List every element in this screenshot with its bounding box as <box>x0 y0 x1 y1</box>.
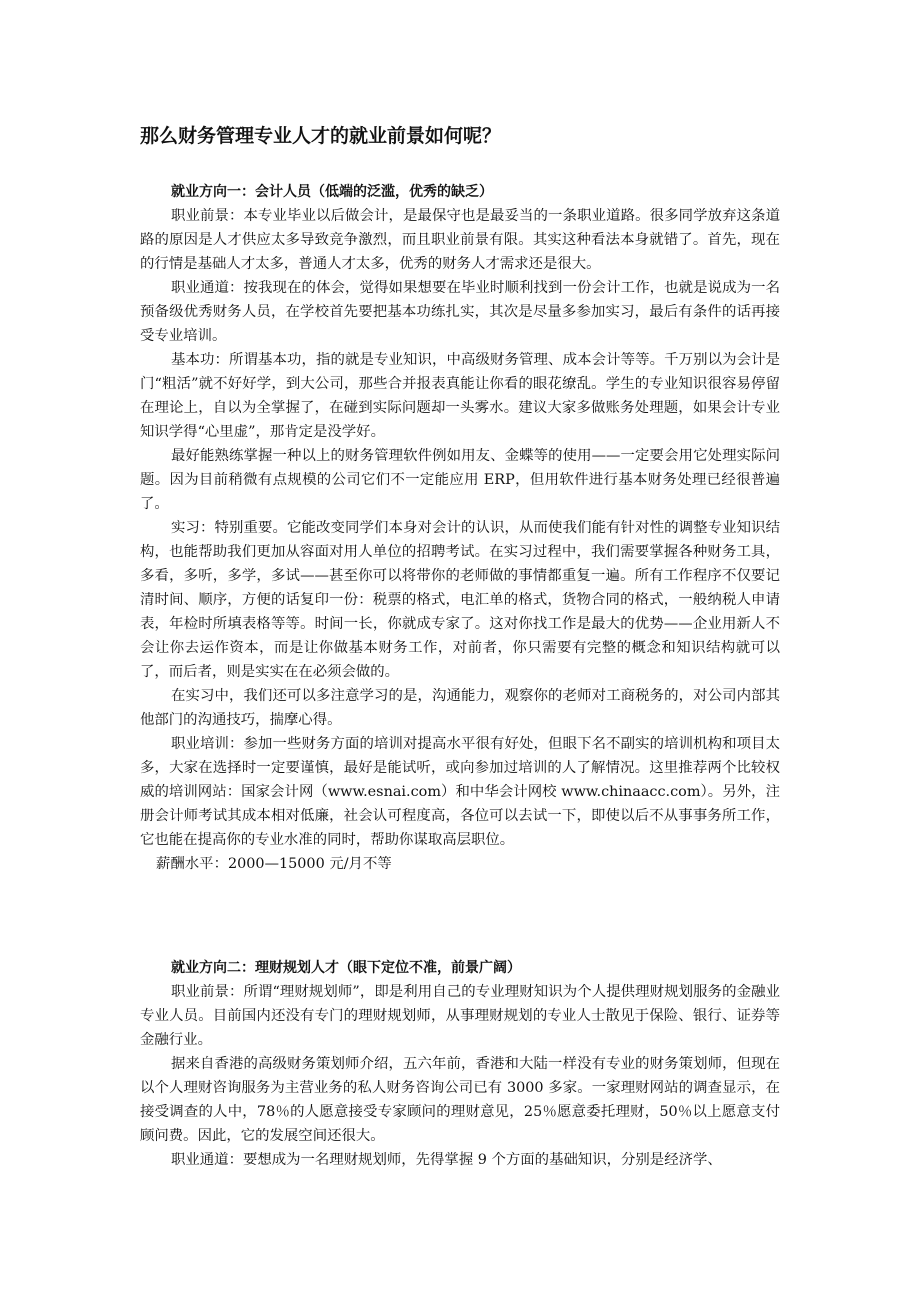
paragraph-career-prospect: 职业前景：所谓“理财规划师”，即是利用自己的专业理财知识为个人提供理财规划服务的金融业专业人员。目前国内还没有专门的理财规划师，从事理财规划的专业人士散见于保险、银行、证券等金融行业。 <box>140 984 780 1048</box>
paragraph-internship: 实习：特别重要。它能改变同学们本身对会计的认识，从而使我们能有针对性的调整专业知识结构，也能帮助我们更加从容面对用人单位的招聘考试。在实习过程中，我们需要掌握各种财务工具，多看，多听，多学，多试——甚至你可以将带你的老师做的事情都重复一遍。所有工作程序不仅要记清时间、顺序，方便的话复印一份：税票的格式，电汇单的格式，货物合同的格式，一般纳税人申请表，年检时所填表格等等。时间一长，你就成专家了。这对你找工作是最大的优势——企业用新人不会让你去运作资本，而是让你做基本财务工作，对前者，你只需要有完整的概念和知识结构就可以了，而后者，则是实实在在必须会做的。 <box>140 520 780 680</box>
paragraph-communication: 在实习中，我们还可以多注意学习的是，沟通能力，观察你的老师对工商税务的，对公司内部其他部门的沟通技巧，揣摩心得。 <box>140 688 780 728</box>
paragraph-training: 职业培训：参加一些财务方面的培训对提高水平很有好处，但眼下名不副实的培训机构和项目太多，大家在选择时一定要谨慎，最好是能试听，或向参加过培训的人了解情况。这里推荐两个比较权威的培训网站：国家会计网（www.esnai.com）和中华会计网校 www.chinaacc.com）。另外，注册会计师考试其成本相对低廉，社会认可程度高，各位可以去试一下，即使以后不从事事务所工作，它也能在提高你的专业水准的同时，帮助你谋取高层职位。 <box>140 736 780 848</box>
section-heading: 就业方向二：理财规划人才（眼下定位不准，前景广阔） <box>171 960 521 976</box>
section-accountant <box>140 180 780 876</box>
paragraph-career-path: 职业通道：按我现在的体会，觉得如果想要在毕业时顺利找到一份会计工作，也就是说成为一名预备级优秀财务人员，在学校首先要把基本功练扎实，其次是尽量多参加实习，最后有条件的话再接受专业培训。 <box>140 280 780 344</box>
salary-line: 薪酬水平：2000—15000 元/月不等 <box>156 856 392 872</box>
paragraph-hongkong-market: 据来自香港的高级财务策划师介绍，五六年前，香港和大陆一样没有专业的财务策划师，但现在以个人理财咨询服务为主营业务的私人财务咨询公司已有 3000 多家。一家理财网站的调查显示，在接受调查的人中，78％的人愿意接受专家顾问的理财意见，25％愿意委托理财，50％以上愿意支付顾问费。因此，它的发展空间还很大。 <box>140 1056 780 1144</box>
document-title: 那么财务管理专业人才的就业前景如何呢？ <box>140 125 502 147</box>
paragraph-career-path: 职业通道：要想成为一名理财规划师，先得掌握 9 个方面的基础知识，分别是经济学、 <box>171 1152 722 1168</box>
section-financial-planner <box>140 956 780 1172</box>
paragraph-career-prospect: 职业前景：本专业毕业以后做会计，是最保守也是最妥当的一条职业道路。很多同学放弃这条道路的原因是人才供应太多导致竞争激烈，而且职业前景有限。其实这种看法本身就错了。首先，现在的行情是基础人才太多，普通人才太多，优秀的财务人才需求还是很大。 <box>140 208 780 272</box>
section-heading: 就业方向一：会计人员（低端的泛滥，优秀的缺乏） <box>171 184 493 200</box>
paragraph-software: 最好能熟练掌握一种以上的财务管理软件例如用友、金蝶等的使用——一定要会用它处理实际问题。因为目前稍微有点规模的公司它们不一定能应用 ERP，但用软件进行基本财务处理已经很普遍了。 <box>140 448 780 512</box>
paragraph-fundamentals: 基本功：所谓基本功，指的就是专业知识，中高级财务管理、成本会计等等。千万别以为会计是门“粗活”就不好好学，到大公司，那些合并报表真能让你看的眼花缭乱。学生的专业知识很容易停留在理论上，自以为全掌握了，在碰到实际问题却一头雾水。建议大家多做账务处理题，如果会计专业知识学得“心里虚”，那肯定是没学好。 <box>140 352 780 440</box>
